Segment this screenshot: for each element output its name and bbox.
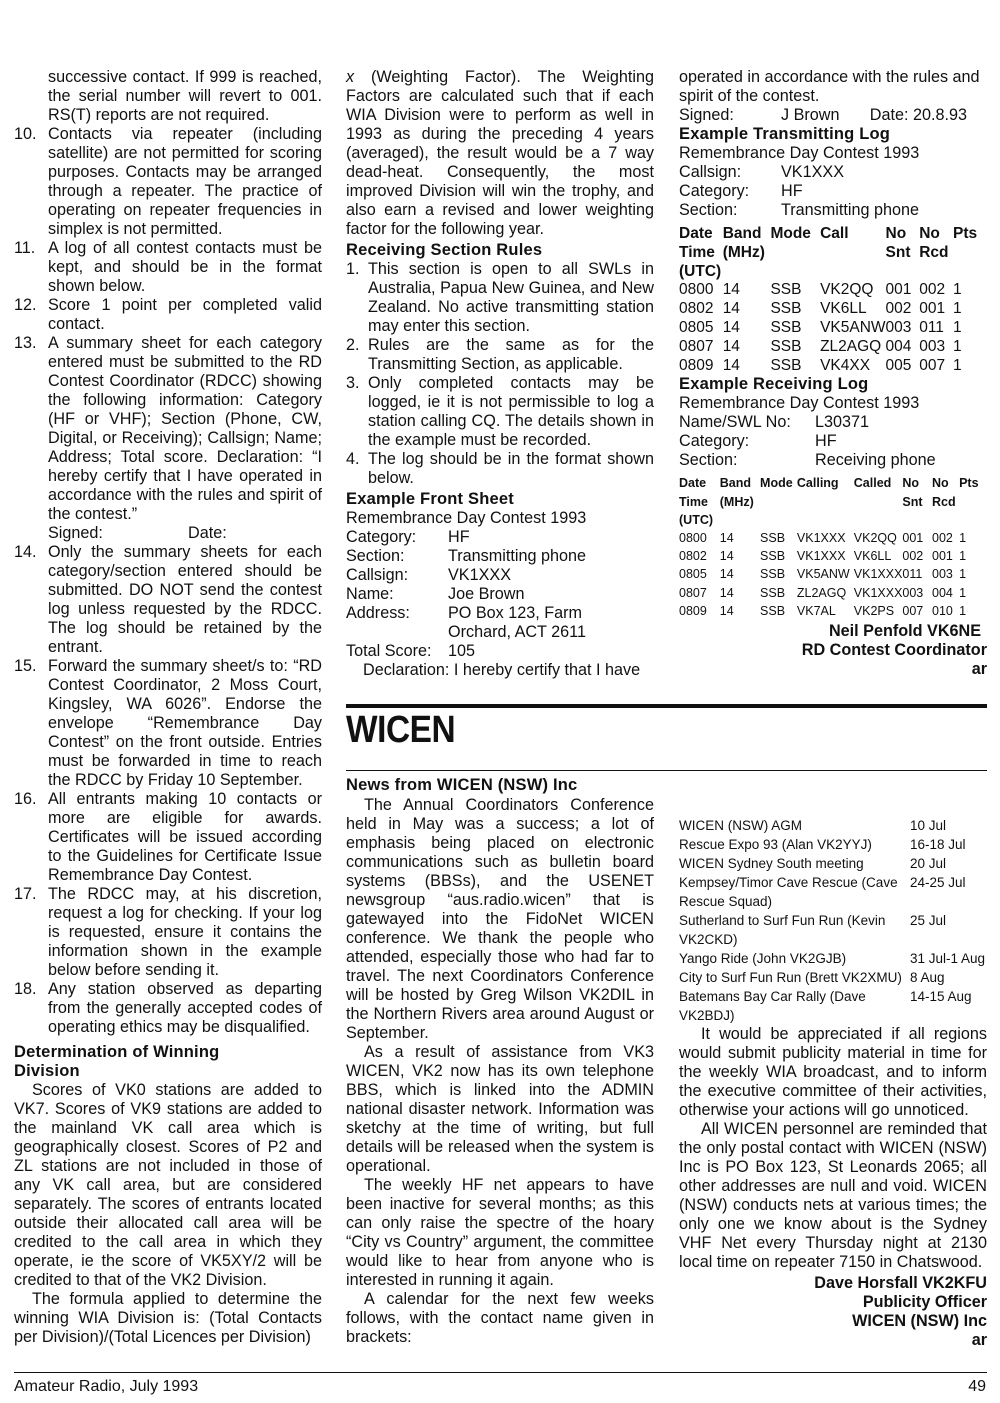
table-cell: 001 — [919, 300, 946, 318]
rule-item — [14, 125, 322, 239]
rule-number: 2. — [346, 336, 360, 354]
table-cell: 007 — [919, 356, 946, 374]
column-header: Snt — [885, 243, 911, 261]
calendar-row — [679, 968, 985, 987]
rule-number: 10. — [14, 125, 37, 143]
table-cell: 0809 — [679, 603, 707, 618]
field-value: PO Box 123, Farm Orchard, ACT 2611 — [448, 604, 586, 641]
section-heading-rx-log: Example Receiving Log — [679, 375, 869, 394]
column-header: (UTC) — [679, 262, 722, 280]
rule-item — [14, 543, 322, 657]
column-header: No — [919, 225, 940, 242]
rule-text: Rules are the same as for the Transmitting Section, as applicable. — [368, 336, 654, 373]
rules-list — [14, 68, 322, 1037]
table-cell: 003 — [919, 337, 946, 355]
paragraph: It would be appreciated if all regions would submit publicity material in time for the weekly WIA broadcast, and to inform the executive committee of their activities, otherwise your actions will go unnoticed. — [679, 1025, 987, 1119]
front-sheet-row — [346, 547, 654, 566]
signed-row — [679, 106, 987, 125]
rule-text: All entrants making 10 contacts or more are eligible for awards. Certificates will be issued according to the Guidelines for Certificate Issue Remembrance Day Contest. — [48, 790, 322, 884]
table-cell: 1 — [953, 281, 962, 299]
table-cell: VK1XXX — [853, 567, 903, 582]
rule-item — [346, 374, 654, 450]
table-cell: SSB — [760, 585, 786, 600]
table-cell: 1 — [959, 603, 967, 618]
table-cell: 0802 — [679, 300, 714, 318]
signature-name: Dave Horsfall VK2KFU — [814, 1274, 987, 1292]
field-value: HF — [815, 432, 837, 451]
field-value: HF — [448, 528, 470, 546]
rule-number: 18. — [14, 980, 37, 998]
table-header-row — [679, 474, 979, 492]
column-header: Date — [679, 476, 707, 491]
calendar-event: Yango Ride (John VK2GJB) — [679, 951, 847, 966]
table-cell: 011 — [919, 318, 944, 336]
rule-number: 12. — [14, 296, 37, 314]
table-cell: VK4XX — [820, 356, 871, 374]
column-header: No — [885, 225, 907, 242]
rule-number: 15. — [14, 657, 37, 675]
calendar-table — [679, 816, 985, 1025]
calendar-date: 14-15 Aug — [909, 989, 972, 1004]
calendar-event: City to Surf Fun Run (Brett VK2XMU) — [679, 970, 902, 985]
section-heading-receiving-rules: Receiving Section Rules — [346, 241, 543, 259]
table-cell: 001 — [902, 530, 924, 545]
signed-line: Signed: — [48, 524, 103, 542]
field-value: L30371 — [815, 413, 870, 432]
table-cell: 14 — [719, 549, 734, 564]
column-1 — [14, 68, 322, 1347]
column-header: Rcd — [919, 243, 949, 261]
footer-publication: Amateur Radio, July 1993 — [14, 1378, 199, 1395]
table-cell: 001 — [885, 281, 912, 299]
table-cell: 1 — [959, 530, 967, 545]
section-heading-tx-log: Example Transmitting Log — [679, 125, 891, 143]
rule-number: 13. — [14, 334, 37, 352]
paragraph: operated in accordance with the rules and spirit of the contest. — [679, 68, 980, 105]
column-header: No — [902, 476, 920, 491]
rule-item — [14, 334, 322, 543]
table-cell: 005 — [885, 356, 912, 374]
tx-log-title: Remembrance Day Contest 1993 — [679, 144, 920, 162]
rx-meta-row — [679, 432, 987, 451]
footer-page-number: 49 — [968, 1378, 986, 1395]
calendar-event: Sutherland to Surf Fun Run (Kevin VK2CKD) — [679, 913, 886, 947]
field-label: Section: — [679, 451, 738, 470]
table-cell: 0805 — [679, 318, 714, 336]
field-label: Total Score: — [346, 642, 432, 660]
rule-text: Score 1 point per completed valid contact. — [48, 296, 322, 333]
table-cell: VK1XXX — [796, 530, 846, 545]
table-cell: 14 — [719, 585, 734, 600]
rule-text: Contacts via repeater (including satellite) are not permitted for scoring purposes. Contacts may be arranged through a repeater. The practice of operating on repeater frequencies in simplex is not permitted. — [48, 125, 322, 238]
paragraph: Scores of VK0 stations are added to VK7. Scores of VK9 stations are added to the mainland VK call area which is geographically closest. Scores of P2 and ZL stations are not included in those of any VK call area, but are considered separately. The scores of entrants located outside their allocated call area will be credited to the call area in which they operate, ie the score of VK5XY/2 will be credited to that of the VK2 Division. — [14, 1081, 322, 1289]
table-cell: VK6LL — [853, 549, 892, 564]
column-header: Called — [853, 476, 892, 491]
rule-item — [346, 336, 654, 374]
table-row — [679, 565, 979, 583]
table-cell: 003 — [932, 567, 953, 582]
field-label: Category: — [679, 182, 750, 200]
wicen-column-right — [679, 816, 987, 1350]
wicen-column-left — [346, 776, 654, 1347]
table-cell: SSB — [760, 549, 786, 564]
table-cell: VK7AL — [796, 603, 836, 618]
field-value: HF — [781, 182, 803, 200]
section-heading-winning-division: Determination of Winning Division — [14, 1043, 220, 1080]
table-cell: SSB — [760, 603, 786, 618]
paragraph: The Annual Coordinators Conference held in May was a success; a lot of emphasis being placed on electronic communications such as bulletin board systems (BBSs), and the USENET newsgroup “aus.radio.wicen” that is gatewayed into the FidoNet WICEN conference. We thank the people who attended, especially those who had far to travel. The next Coordinators Conference will be hosted by Greg Wilson VK2DIL in the Northern Rivers area around August or September. — [346, 796, 654, 1042]
front-sheet-row — [346, 604, 654, 642]
table-header-row — [679, 244, 979, 263]
signed-label: Signed: — [679, 106, 734, 124]
table-cell: SSB — [760, 530, 786, 545]
rule-item — [14, 296, 322, 334]
rule-text: The log should be in the format shown below. — [368, 450, 654, 487]
calendar-row — [679, 835, 985, 854]
table-cell: 001 — [932, 549, 953, 564]
field-value: Transmitting phone — [448, 547, 586, 565]
table-cell: VK6LL — [820, 300, 867, 318]
section-heading-front-sheet: Example Front Sheet — [346, 490, 514, 508]
field-label: Section: — [346, 547, 405, 565]
calendar-date: 25 Jul — [909, 913, 946, 928]
table-cell: 1 — [953, 337, 962, 355]
footer-rule — [14, 1372, 987, 1373]
column-3 — [679, 68, 987, 679]
table-cell: 007 — [902, 603, 924, 618]
signature-end: ar — [971, 1331, 987, 1349]
table-cell: VK1XXX — [853, 585, 903, 600]
calendar-date: 20 Jul — [909, 856, 946, 871]
column-header: Time — [679, 243, 715, 261]
table-cell: VK2PS — [853, 603, 895, 618]
table-cell: 14 — [722, 356, 740, 374]
calendar-event: Batemans Bay Car Rally (Dave VK2BDJ) — [679, 989, 866, 1023]
table-cell: 002 — [932, 530, 953, 545]
front-sheet-row — [346, 585, 654, 604]
table-cell: 0807 — [679, 585, 707, 600]
rx-log-title: Remembrance Day Contest 1993 — [679, 394, 920, 413]
calendar-event: WICEN Sydney South meeting — [679, 856, 864, 871]
table-cell: VK1XXX — [796, 549, 846, 564]
calendar-row — [679, 911, 985, 949]
signed-date: Date: 20.8.93 — [869, 106, 967, 124]
rule-item — [14, 68, 322, 125]
rx-meta-row — [679, 413, 987, 432]
column-header: Band — [722, 225, 762, 242]
table-cell: SSB — [770, 318, 802, 336]
field-value: 105 — [448, 642, 476, 660]
column-2 — [346, 68, 654, 680]
table-row — [679, 281, 979, 300]
calendar-row — [679, 854, 985, 873]
rule-text: Any station observed as departing from the generally accepted codes of operating ethics may be disqualified. — [48, 980, 322, 1036]
rule-text: Only the summary sheets for each category/section entered should be submitted. DO NOT send the contest log unless requested by the RDCC. The log should be retained by the entrant. — [48, 543, 322, 656]
table-cell: VK5ANW — [796, 567, 850, 582]
rule-number: 17. — [14, 885, 37, 903]
paragraph: A calendar for the next few weeks follows, with the contact name given in brackets: — [346, 1290, 654, 1346]
calendar-event: WICEN (NSW) AGM — [679, 818, 802, 833]
rule-text — [48, 334, 322, 543]
calendar-event: Kempsey/Timor Cave Rescue (Cave Rescue Squad) — [679, 875, 898, 909]
wicen-heading: News from WICEN (NSW) Inc — [346, 776, 578, 794]
table-cell: SSB — [770, 356, 802, 374]
table-cell: 002 — [902, 549, 924, 564]
column-header: Time — [679, 494, 708, 509]
rule-text: successive contact. If 999 is reached, the serial number will revert to 001. RS(T) reports are not required. — [48, 68, 322, 124]
table-row — [679, 547, 979, 565]
table-header-row — [679, 225, 979, 244]
rule-text-body: A summary sheet for each category entered must be submitted to the RD Contest Coordinator (RDCC) showing the following information: Category (HF or VHF); Section (Phone, CW, Digital, or Receiving); Callsign; Name; Address; Total score. Declaration: “I hereby certify that I have operated in accordance with the rules and spirit of the contest.” — [48, 334, 322, 523]
field-label: Callsign: — [346, 566, 409, 584]
rule-item — [346, 450, 654, 488]
column-header: Mode — [770, 225, 811, 242]
table-cell: 004 — [885, 337, 912, 355]
table-row — [679, 602, 979, 620]
table-cell: VK2QQ — [820, 281, 874, 299]
section-divider-thin — [346, 770, 987, 771]
table-cell: 1 — [953, 356, 962, 374]
table-cell: ZL2AGQ — [796, 585, 847, 600]
rule-number: 4. — [346, 450, 360, 468]
calendar-date: 24-25 Jul — [909, 875, 966, 890]
table-cell: 002 — [885, 300, 912, 318]
rule-number: 11. — [14, 239, 36, 257]
paragraph: The formula applied to determine the winning WIA Division is: (Total Contacts per Division)/(Total Licences per Division) — [14, 1290, 322, 1346]
declaration-line: Declaration: I hereby certify that I have — [363, 661, 641, 679]
field-label: Category: — [679, 432, 750, 451]
table-row — [679, 319, 979, 338]
paragraph: All WICEN personnel are reminded that the only postal contact with WICEN (NSW) Inc is PO Box 123, St Leonards 2065; all other addresses are null and void. WICEN (NSW) conducts nets at various times; the only one we know about is the Sydney VHF Net every Thursday night at 2130 local time on repeater 7150 in Chatswood. — [679, 1120, 987, 1271]
rule-item — [14, 790, 322, 885]
tx-meta-row — [679, 201, 987, 220]
table-cell: 0800 — [679, 530, 707, 545]
column-header: Snt — [902, 494, 923, 509]
table-cell: ZL2AGQ — [820, 337, 882, 355]
tx-log-body — [679, 281, 979, 375]
table-cell: 14 — [722, 337, 740, 355]
rule-number: 3. — [346, 374, 360, 392]
table-row — [679, 584, 979, 602]
paragraph — [346, 68, 654, 239]
front-sheet-title: Remembrance Day Contest 1993 — [346, 509, 587, 527]
table-header-row — [679, 263, 979, 282]
calendar-date: 10 Jul — [909, 818, 946, 833]
table-cell: 14 — [722, 281, 740, 299]
column-header: (MHz) — [719, 494, 754, 509]
calendar-row — [679, 987, 985, 1025]
table-cell: 14 — [719, 567, 734, 582]
rule-number — [14, 68, 48, 125]
rule-text: Only completed contacts may be logged, ie it is not permissible to log a station calling CQ. The details shown in the example must be recorded. — [368, 374, 654, 449]
tx-log-table — [679, 225, 979, 375]
rule-item — [346, 260, 654, 336]
table-cell: 1 — [953, 318, 962, 336]
table-cell: 14 — [722, 300, 740, 318]
table-row — [679, 357, 979, 376]
signature-title: RD Contest Coordinator — [801, 641, 987, 659]
rule-item — [14, 980, 322, 1037]
column-header: Band — [719, 476, 752, 491]
rule-text: This section is open to all SWLs in Australia, Papua New Guinea, and New Zealand. No active transmitting station may enter this section. — [368, 260, 654, 335]
calendar-row — [679, 873, 985, 911]
field-value: Transmitting phone — [781, 201, 919, 219]
field-value: Joe Brown — [448, 585, 525, 603]
calendar-date: 31 Jul-1 Aug — [909, 951, 985, 966]
rx-log-table — [679, 474, 979, 620]
rule-text: Forward the summary sheet/s to: “RD Contest Coordinator, 2 Moss Court, Kingsley, WA 6026”. Endorse the envelope “Remembrance Day Contest” on the front outside. Entries must be forwarded in time to reach the RDCC by Friday 10 September. — [48, 657, 322, 789]
table-row — [679, 529, 979, 547]
rule-text: A log of all contest contacts must be kept, and should be in the format shown below. — [48, 239, 322, 295]
calendar-date: 8 Aug — [909, 970, 945, 985]
column-header: (MHz) — [722, 243, 765, 261]
table-header-row — [679, 493, 979, 511]
column-header: No — [932, 476, 949, 491]
column-header: Mode — [760, 476, 793, 491]
table-cell: 14 — [722, 318, 740, 336]
table-cell: 1 — [953, 300, 962, 318]
field-label: Name: — [346, 585, 394, 603]
field-label: Address: — [346, 604, 410, 622]
calendar-event: Rescue Expo 93 (Alan VK2YYJ) — [679, 837, 872, 852]
italic-x: x — [346, 68, 355, 86]
total-score-row — [346, 642, 654, 661]
table-cell: SSB — [770, 337, 802, 355]
table-cell: 003 — [902, 585, 924, 600]
field-value: VK1XXX — [448, 566, 511, 584]
signature-org: WICEN (NSW) Inc — [852, 1312, 987, 1330]
table-cell: SSB — [760, 567, 786, 582]
signature-name: Neil Penfold VK6NE — [828, 622, 981, 640]
table-cell: 14 — [719, 603, 734, 618]
calendar-date: 16-18 Jul — [909, 837, 966, 852]
table-cell: 010 — [932, 603, 953, 618]
tx-meta-row — [679, 163, 987, 182]
signed-name: J Brown — [781, 106, 840, 124]
table-cell: 0809 — [679, 356, 714, 374]
column-header: Call — [820, 225, 849, 242]
column-header: Calling — [796, 476, 839, 491]
tx-meta-row — [679, 182, 987, 201]
front-sheet-row — [346, 566, 654, 585]
table-cell: VK5ANW — [820, 318, 886, 336]
calendar-body — [679, 816, 985, 1025]
signature-title: Publicity Officer — [862, 1293, 987, 1311]
calendar-row — [679, 816, 985, 835]
field-value: VK1XXX — [781, 163, 844, 181]
paragraph-text: (Weighting Factor). The Weighting Factors are calculated such that if each WIA Division were to perform as well in 1993 as during the preceding 4 years (averaged), the result would be a 7 way dead-heat. Consequently, the most improved Division will win the trophy, and also earn a revised and lower weighting factor for the following year. — [346, 68, 654, 238]
table-cell: 002 — [919, 281, 946, 299]
field-label: Name/SWL No: — [679, 413, 791, 432]
table-cell: 1 — [959, 585, 967, 600]
rule-number: 14. — [14, 543, 37, 561]
paragraph: As a result of assistance from VK3 WICEN, VK2 now has its own telephone BBS, which is linked into the ADMIN national disaster network. Information was sketchy at the time of writing, but full details will be released when the system is operational. — [346, 1043, 654, 1175]
table-cell: VK2QQ — [853, 530, 897, 545]
column-header: (UTC) — [679, 512, 714, 527]
field-label: Callsign: — [679, 163, 742, 181]
table-cell: SSB — [770, 281, 802, 299]
rule-number: 1. — [346, 260, 360, 278]
table-row — [679, 338, 979, 357]
field-label: Category: — [346, 528, 417, 546]
table-cell: 0805 — [679, 567, 707, 582]
column-header: Rcd — [932, 494, 956, 509]
table-cell: 1 — [959, 549, 967, 564]
table-cell: 004 — [932, 585, 953, 600]
table-cell: 003 — [885, 318, 912, 336]
rx-log-body — [679, 529, 979, 620]
table-cell: 0800 — [679, 281, 714, 299]
table-cell: 0807 — [679, 337, 714, 355]
rule-item — [14, 239, 322, 296]
calendar-row — [679, 949, 985, 968]
signature-end: ar — [971, 660, 987, 678]
column-header: Pts — [953, 225, 978, 242]
rx-meta-row — [679, 451, 987, 470]
field-label: Section: — [679, 201, 738, 219]
table-header-row — [679, 511, 979, 529]
column-header: Pts — [959, 476, 979, 491]
table-cell: 14 — [719, 530, 734, 545]
table-cell: 011 — [902, 567, 923, 582]
table-row — [679, 300, 979, 319]
rule-item — [14, 885, 322, 980]
paragraph: The weekly HF net appears to have been inactive for several months; as this can only raise the spectre of the hoary “City vs Country” argument, the committee would like to hear from anyone who is interested in running it again. — [346, 1176, 654, 1289]
table-cell: 1 — [959, 567, 967, 582]
field-value: Receiving phone — [815, 451, 936, 470]
section-title-wicen: WICEN — [346, 709, 456, 751]
front-sheet-row — [346, 528, 654, 547]
table-cell: SSB — [770, 300, 802, 318]
table-cell: 0802 — [679, 549, 707, 564]
rule-text: The RDCC may, at his discretion, request a log for checking. If your log is requested, ensure it contains the information shown in the example below before sending it. — [48, 885, 322, 979]
date-line: Date: — [188, 524, 227, 542]
rule-number: 16. — [14, 790, 37, 808]
column-header: Date — [679, 225, 713, 242]
rule-item — [14, 657, 322, 790]
